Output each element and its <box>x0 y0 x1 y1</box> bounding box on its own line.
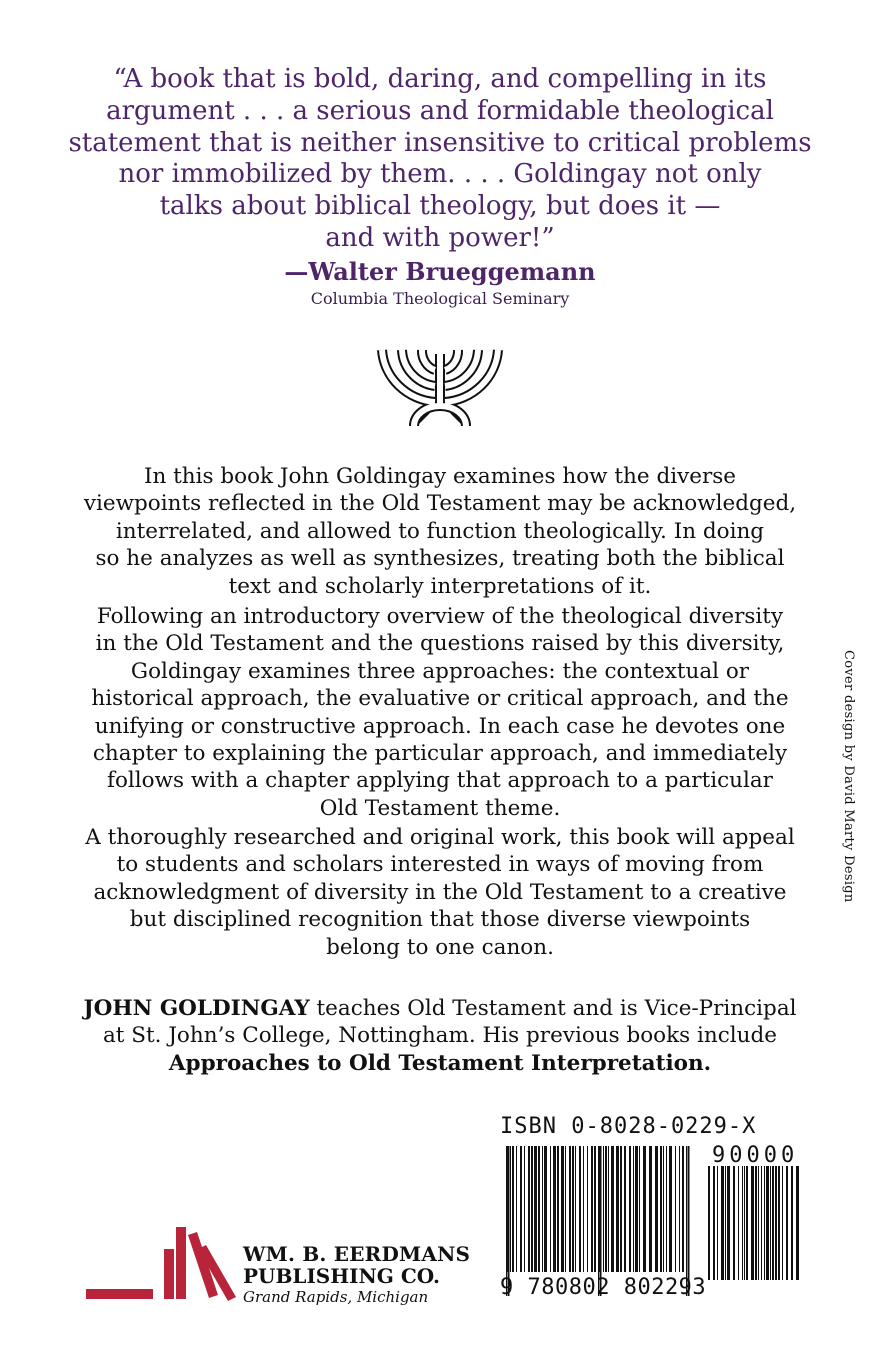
barcode-bar <box>766 1166 769 1280</box>
barcode-bar <box>528 1146 530 1272</box>
author-bio-line: at St. John’s College, Nottingham. His previous books include <box>102 1023 778 1049</box>
quote-line: talks about biblical theology, but does it — <box>159 191 721 222</box>
barcode-bar <box>633 1146 634 1272</box>
barcode-bar <box>516 1146 517 1272</box>
barcode-bar <box>583 1146 584 1272</box>
barcode-bar <box>605 1146 607 1272</box>
publisher-name-line1: WM. B. EERDMANS <box>243 1242 471 1266</box>
barcode-bar <box>542 1146 543 1272</box>
barcode-guard-bar <box>688 1146 690 1296</box>
barcode-bar <box>520 1146 522 1272</box>
barcode-bar <box>575 1146 576 1272</box>
barcode-guard-bar <box>686 1146 688 1296</box>
barcode-bar <box>675 1146 676 1272</box>
barcode-guard-bar <box>598 1146 600 1296</box>
barcode-bar <box>572 1146 574 1272</box>
description-line: to students and scholars interested in ways of moving from <box>116 852 764 878</box>
description-paragraph-3 <box>60 824 820 961</box>
barcode-bar <box>531 1146 533 1272</box>
barcode-bar <box>708 1166 710 1280</box>
barcode-bar <box>611 1146 614 1272</box>
barcode-bar <box>717 1166 718 1280</box>
barcode-bar <box>544 1146 547 1272</box>
previous-book-title: Approaches to Old Testament Interpretation. <box>168 1050 712 1076</box>
barcode-bar <box>569 1146 571 1272</box>
barcode-bar <box>669 1146 672 1272</box>
description-line: but disciplined recognition that those diverse viewpoints <box>129 907 751 933</box>
barcode-bar <box>616 1146 619 1272</box>
quote-line: argument . . . a serious and formidable theological <box>106 95 774 126</box>
barcode-bar <box>791 1166 793 1280</box>
isbn-number: ISBN 0-8028-0229-X <box>500 1114 757 1139</box>
barcode-bar <box>534 1146 537 1272</box>
barcode-bar <box>770 1166 771 1280</box>
description-line: follows with a chapter applying that approach to a particular <box>107 768 773 794</box>
barcode-bar <box>538 1146 540 1272</box>
quote-line: “A book that is bold, daring, and compelling in its <box>113 64 767 94</box>
description-paragraph-2 <box>60 603 820 822</box>
author-bio <box>60 995 820 1077</box>
barcode-bar <box>758 1166 759 1280</box>
barcode-bar <box>738 1166 739 1280</box>
barcode-guard-bar <box>506 1146 508 1296</box>
review-quote <box>0 64 880 255</box>
quote-line: nor immobilized by them. . . . Goldingay not only <box>118 159 762 190</box>
description-line: in the Old Testament and the questions raised by this diversity, <box>95 631 785 657</box>
barcode-bar <box>557 1146 559 1272</box>
quote-attribution: —Walter Brueggemann <box>284 257 596 286</box>
barcode-guard-bar <box>508 1146 510 1296</box>
barcode-bar <box>512 1146 514 1272</box>
barcode-bar <box>761 1166 762 1280</box>
barcode-bar <box>629 1146 631 1272</box>
description-line: A thoroughly researched and original work, this book will appeal <box>85 825 795 850</box>
barcode-bar <box>620 1146 622 1272</box>
barcode-bar <box>510 1146 511 1272</box>
publisher-location: Grand Rapids, Michigan <box>243 1288 429 1306</box>
description-line: interrelated, and allowed to function theologically. In doing <box>115 518 765 544</box>
barcode-bar <box>565 1146 566 1272</box>
barcode-bar <box>796 1166 799 1280</box>
barcode-bar <box>786 1166 788 1280</box>
barcode-guard-bar <box>600 1146 602 1296</box>
barcode-bar <box>655 1146 658 1272</box>
barcode-bar <box>660 1146 662 1272</box>
quote-affiliation: Columbia Theological Seminary <box>310 289 570 308</box>
barcode-bar <box>591 1146 593 1272</box>
publisher-name <box>243 1243 470 1307</box>
description-line: so he analyzes as well as synthesizes, treating both the biblical <box>95 546 785 572</box>
barcode-bar <box>663 1146 664 1272</box>
barcode-bar <box>594 1146 596 1272</box>
barcode-bar <box>755 1166 757 1280</box>
description-line: viewpoints reflected in the Old Testament may be acknowledged, <box>83 491 797 517</box>
barcode-bar <box>524 1146 525 1272</box>
barcode-bar <box>751 1166 754 1280</box>
publisher-logo-books-icon <box>86 1225 241 1305</box>
barcode-bar <box>639 1146 640 1272</box>
barcode-bar <box>550 1146 551 1272</box>
barcode-bar <box>713 1166 715 1280</box>
description-line: chapter to explaining the particular approach, and immediately <box>92 741 788 767</box>
description-line: In this book John Goldingay examines how the diverse <box>143 464 737 489</box>
barcode-bar <box>603 1146 604 1272</box>
barcode-bar <box>553 1146 556 1272</box>
barcode-bar <box>649 1146 652 1272</box>
barcode-bar <box>635 1146 638 1272</box>
barcode-bar <box>733 1166 735 1280</box>
quote-line: and with power!” <box>325 222 555 253</box>
description-line: Following an introductory overview of the theological diversity <box>96 604 784 629</box>
author-bio-text: teaches Old Testament and is Vice-Principal <box>309 996 797 1021</box>
barcode-bar <box>643 1146 646 1272</box>
barcode-bar <box>608 1146 609 1272</box>
barcode-bar <box>679 1146 680 1272</box>
barcode-bar <box>561 1146 564 1272</box>
barcode-bar <box>682 1146 684 1272</box>
price-code: 90000 <box>712 1143 799 1168</box>
description-line: historical approach, the evaluative or critical approach, and the <box>91 686 789 712</box>
menorah-icon <box>374 346 506 428</box>
barcode-bar <box>742 1166 743 1280</box>
barcode-bar <box>579 1146 581 1272</box>
barcode-bar <box>782 1166 783 1280</box>
description-line: Goldingay examines three approaches: the contextual or <box>130 658 750 684</box>
barcode-bar <box>775 1166 777 1280</box>
barcode-bar <box>772 1166 774 1280</box>
barcode-bar <box>764 1166 765 1280</box>
barcode-bar <box>587 1146 588 1272</box>
barcode-bar <box>666 1146 667 1272</box>
barcode-bar <box>721 1166 724 1280</box>
barcode-bar <box>746 1166 748 1280</box>
cover-design-credit: Cover design by David Marty Design <box>841 650 856 903</box>
barcode-bar <box>744 1166 745 1280</box>
barcode-bar <box>725 1166 726 1280</box>
barcode-bar <box>624 1146 626 1272</box>
description-line: acknowledgment of diversity in the Old Testament to a creative <box>93 879 787 905</box>
ean-number: 9 780802 802293 <box>500 1275 707 1300</box>
publisher-name-line2: PUBLISHING CO. <box>243 1264 440 1288</box>
description-paragraph-1 <box>60 463 820 600</box>
description-line: belong to one canon. <box>326 934 554 960</box>
description-line: text and scholarly interpretations of it. <box>228 573 652 599</box>
description-line: unifying or constructive approach. In each case he devotes one <box>94 713 786 739</box>
barcode-bar <box>727 1166 730 1280</box>
author-name: JOHN GOLDINGAY <box>83 996 310 1021</box>
barcode-bar <box>778 1166 780 1280</box>
quote-line: statement that is neither insensitive to critical problems <box>68 127 812 158</box>
description-line: Old Testament theme. <box>319 795 561 821</box>
